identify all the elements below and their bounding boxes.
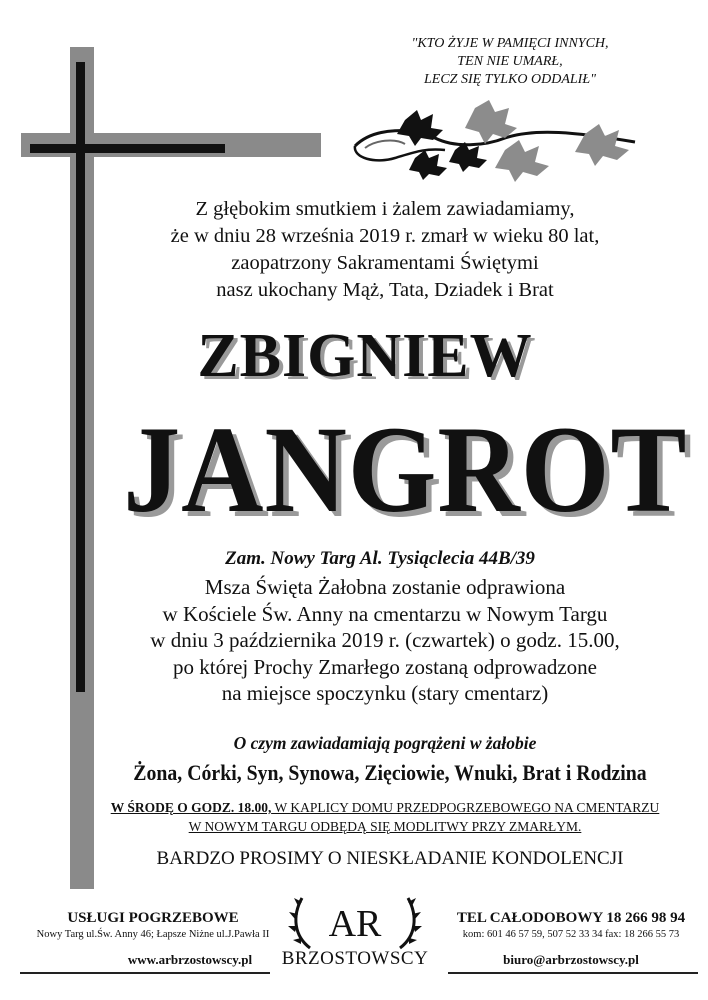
memorial-quote: [320, 35, 700, 89]
announcement-intro: [150, 196, 620, 304]
phone-24h: TEL CAŁODOBOWY 18 266 98 94: [456, 910, 686, 926]
email-link[interactable]: biuro@arbrzostowscy.pl: [503, 952, 639, 967]
prayer-time: W ŚRODĘ O GODZ. 18.00,: [110, 800, 272, 815]
grape-leaf-icon: [397, 100, 629, 182]
deceased-first-name: ZBIGNIEW: [197, 322, 533, 390]
website-link[interactable]: www.arbrzostowscy.pl: [127, 952, 253, 967]
condolence-request: BARDZO PROSIMY O NIESKŁADANIE KONDOLENCJI: [156, 848, 624, 869]
contact-info: [440, 910, 702, 940]
company-name: BRZOSTOWSCY: [281, 948, 429, 969]
mass-line-2: w Kościele Św. Anny na cmentarzu w Nowym Targu: [162, 601, 608, 626]
deceased-address: Zam. Nowy Targ Al. Tysiąclecia 44B/39: [225, 548, 535, 569]
mass-line-4: po której Prochy Zmarłego zostaną odprowadzone: [173, 654, 597, 679]
mass-line-3: w dniu 3 października 2019 r. (czwartek) o godz. 15.00,: [150, 628, 620, 652]
prayer-line-2: W NOWYM TARGU ODBĘDĄ SIĘ MODLITWY PRZY ZMARŁYM.: [188, 819, 582, 834]
footer-rule-right: [448, 972, 698, 974]
mass-line-1: Msza Święta Żałobna zostanie odprawiona: [204, 575, 566, 599]
intro-line-4: nasz ukochany Mąż, Tata, Dziadek i Brat: [216, 279, 554, 301]
mourners-list: Żona, Córki, Syn, Synowa, Zięciowie, Wnuki, Brat i Rodzina: [133, 760, 647, 785]
mass-line-5: na miejsce spoczynku (stary cmentarz): [221, 681, 549, 705]
prayer-notice: [100, 798, 670, 836]
funeral-services-info: [18, 910, 288, 940]
deceased-last-name: JANGROT: [123, 401, 688, 538]
cross-horizontal-bar: [30, 144, 225, 153]
phone-numbers: kom: 601 46 57 59, 507 52 33 34 fax: 18 266 55 73: [462, 929, 680, 940]
cross-vertical-bar: [76, 62, 85, 692]
grapevine-ornament-icon: [345, 98, 645, 188]
footer-rule-left: [20, 972, 270, 974]
intro-line-3: zaopatrzony Sakramentami Świętymi: [231, 252, 539, 274]
prayer-line-1: [100, 798, 670, 817]
quote-line-3: LECZ SIĘ TYLKO ODDALIŁ": [424, 72, 596, 87]
logo-monogram: AR: [328, 903, 382, 945]
funeral-mass-info: [100, 574, 670, 707]
company-logo-icon: [280, 888, 430, 998]
mourners-intro: O czym zawiadamiają pogrążeni w żałobie: [233, 733, 537, 753]
prayer-place: W KAPLICY DOMU PRZEDPOGRZEBOWEGO NA CMENTARZU: [271, 800, 660, 815]
services-title: USŁUGI POGRZEBOWE: [67, 910, 239, 926]
intro-line-2: że w dniu 28 września 2019 r. zmarł w wieku 80 lat,: [170, 225, 600, 247]
quote-line-2: TEN NIE UMARŁ,: [457, 54, 563, 69]
quote-line-1: "KTO ŻYJE W PAMIĘCI INNYCH,: [411, 36, 609, 51]
intro-line-1: Z głębokim smutkiem i żalem zawiadamiamy,: [195, 198, 575, 220]
services-address: Nowy Targ ul.Św. Anny 46; Łapsze Niżne ul.J.Pawła II: [36, 929, 270, 940]
